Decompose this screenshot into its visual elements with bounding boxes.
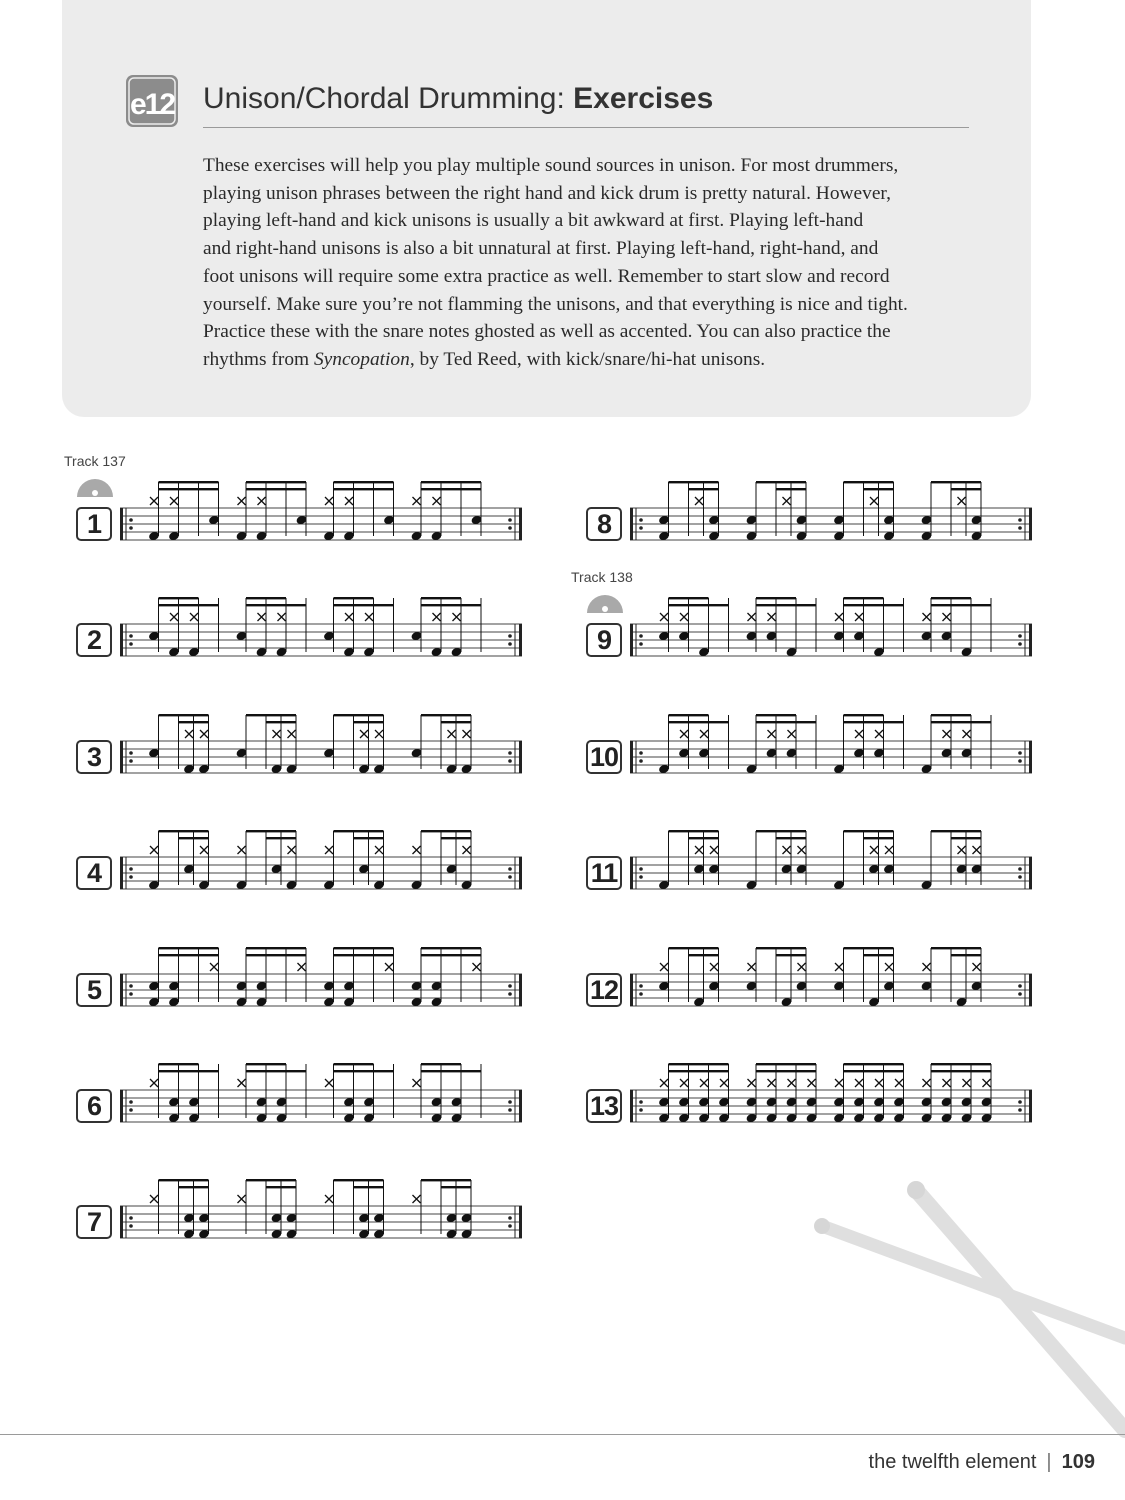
- exercise-number-5: 5: [76, 973, 112, 1007]
- exercise-number-7: 7: [76, 1205, 112, 1239]
- exercise-number-10: 10: [586, 740, 622, 774]
- badge-label: e12: [129, 88, 175, 121]
- book-title-syncopation: Syncopation: [313, 348, 410, 370]
- exercise-number-8: 8: [586, 507, 622, 541]
- track-138-label: Track 138: [571, 569, 633, 585]
- page-number: 109: [1061, 1451, 1095, 1473]
- intro-last-after: , by Ted Reed, with kick/snare/hi-hat unisons.: [409, 348, 766, 370]
- footer-separator: |: [1046, 1451, 1052, 1473]
- track-137-label: Track 137: [64, 453, 126, 469]
- exercise-number-13: 13: [586, 1089, 622, 1123]
- intro-line: These exercises will help you play multiple sound sources in unison. For most drummers,: [203, 155, 899, 176]
- footer-book-title: the twelfth element: [868, 1451, 1037, 1473]
- intro-line: playing unison phrases between the right hand and kick drum is pretty natural. However,: [203, 182, 891, 204]
- exercise-number-1: 1: [76, 507, 112, 541]
- exercise-number-11: 11: [586, 856, 622, 890]
- intro-last-before: rhythms from: [203, 348, 314, 370]
- exercise-number-3: 3: [76, 740, 112, 774]
- exercise-number-2: 2: [76, 623, 112, 657]
- title-main: Unison/Chordal Drumming:: [203, 82, 574, 115]
- intro-line: and right-hand unisons is also a bit unnatural at first. Playing left-hand, right-hand, and: [203, 238, 879, 260]
- intro-line: playing left-hand and kick unisons is usually a bit awkward at first. Playing left-hand: [203, 210, 864, 232]
- intro-line: yourself. Make sure you’re not flamming the unisons, and that everything is nice and tight.: [203, 293, 908, 315]
- title-bold: Exercises: [573, 82, 714, 115]
- footer-divider: [0, 1434, 1125, 1435]
- intro-line: foot unisons will require some extra practice as well. Remember to start slow and record: [203, 265, 890, 287]
- page-footer: [869, 1451, 1095, 1474]
- exercise-number-9: 9: [586, 623, 622, 657]
- exercise-number-12: 12: [586, 973, 622, 1007]
- exercise-number-4: 4: [76, 856, 112, 890]
- intro-line: Practice these with the snare notes ghosted as well as accented. You can also practice the: [203, 321, 891, 343]
- exercise-number-6: 6: [76, 1089, 112, 1123]
